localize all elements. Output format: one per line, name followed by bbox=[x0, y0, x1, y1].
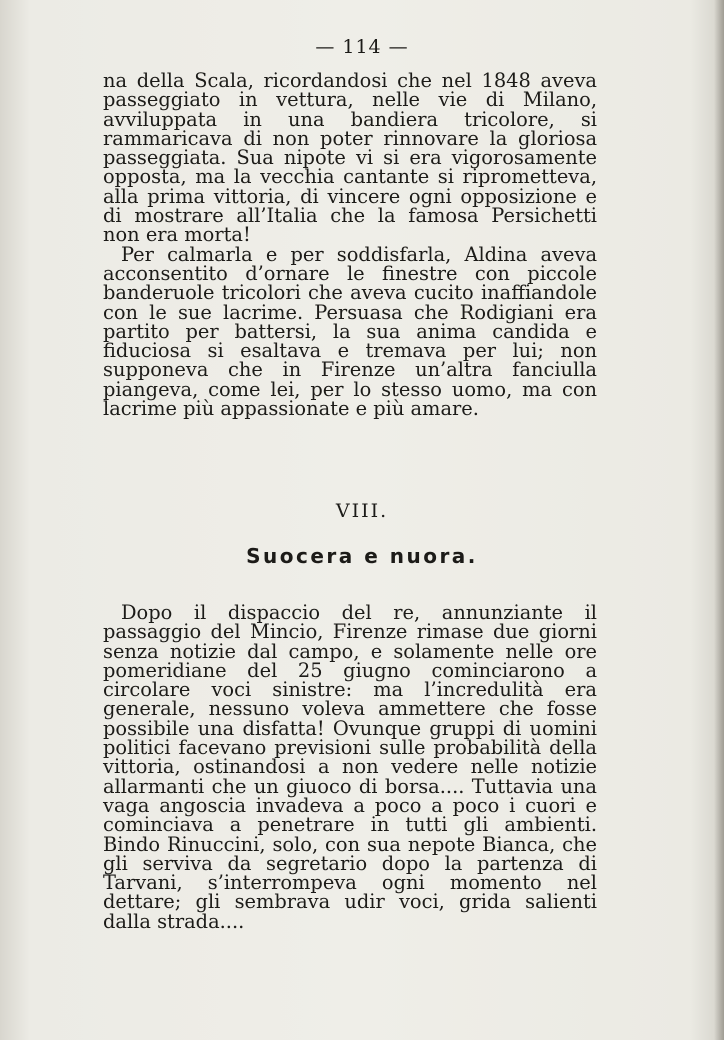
chapter-number: VIII. bbox=[335, 500, 389, 522]
paragraph-chapter-opening: Dopo il dispaccio del re, annunziante il passaggio del Mincio, Firenze rimase due giorni senza notizie dal campo, e solamente nelle ore pomeridiane del 25 giugno cominciarono a circolare voci sinistre: ma l’incredulità era generale, nessuno voleva ammettere che fosse possibile una disfatta! Ovunque gruppi di uomini politici facevano previsioni sulle probabilità della vittoria, ostinandosi a non vedere nelle notizie allarmanti che un giuoco di borsa.... Tuttavia una vaga angoscia invadeva a poco a poco i cuori e cominciava a penetrare in tutti gli ambienti. Bindo Rinuccini, solo, con sua nepote Bianca, che gli serviva da segretario dopo la partenza di Tarvani, s’interrompeva ogni momento nel dettare; gli sembrava udir voci, grida salienti dalla strada.... bbox=[103, 601, 597, 933]
page-number: — 114 — bbox=[315, 36, 409, 58]
paragraph-aldina: Per calmarla e per soddisfarla, Aldina aveva acconsentito d’ornare le finestre con piccole banderuole tricolori che aveva cucito inaffiandole con le sue lacrime. Persuasa che Rodigiani era partito per battersi, la sua anima candida e fiduciosa si esaltava e tremava per lui; non supponeva che in Firenze un’altra fanciulla piangeva, come lei, per lo stesso uomo, ma con lacrime più appassionate e più amare. bbox=[103, 242, 597, 421]
paragraph-continuation: na della Scala, ricordandosi che nel 1848 aveva passeggiato in vettura, nelle vie di Milano, avviluppata in una bandiera tricolore, si rammaricava di non poter rinnovare la gloriosa passeggiata. Sua nipote vi si era vigorosamente opposta, ma la vecchia cantante si riprometteva, alla prima vittoria, di vincere ogni opposizione e di mostrare all’Italia che la famosa Persichetti non era morta! bbox=[103, 69, 597, 247]
chapter-title: Suocera e nuora. bbox=[246, 544, 478, 568]
text-block-chapter bbox=[103, 603, 597, 931]
text-block-top bbox=[103, 69, 597, 421]
